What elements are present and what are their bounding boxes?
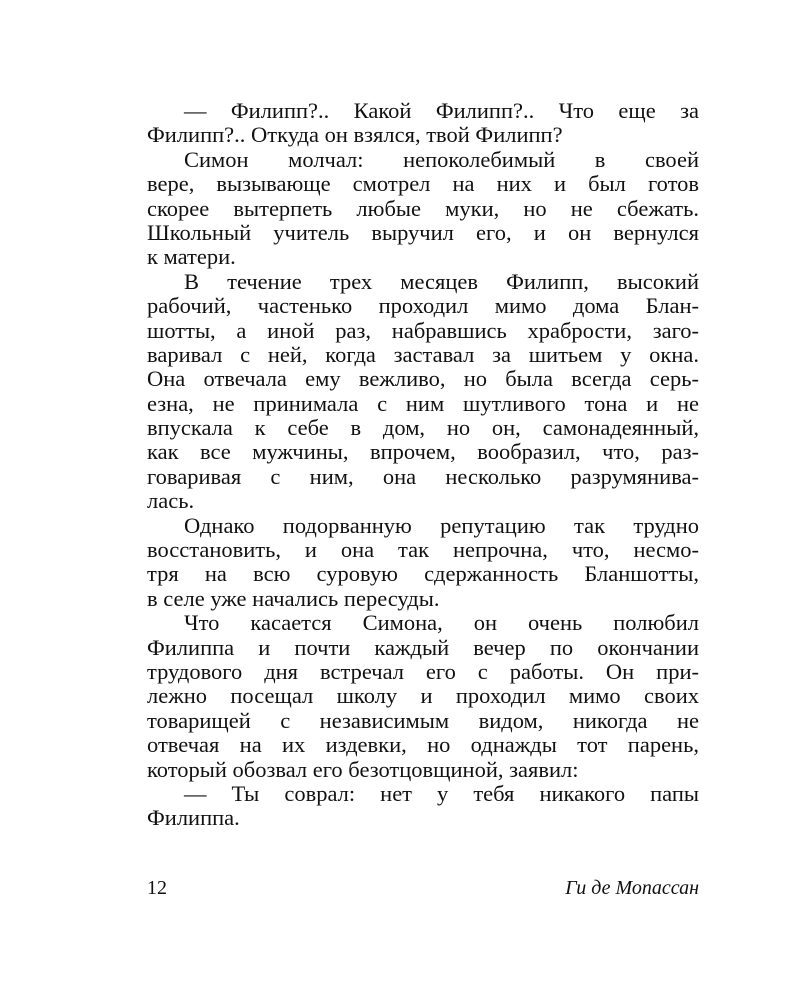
text-line: рабочий, частенько проходил мимо дома Блан- — [147, 293, 699, 319]
text-line: говаривая с ним, она несколько разрумянива- — [147, 463, 699, 489]
text-line: езна, не принимала с ним шутливого тона и не — [147, 390, 699, 416]
text-line: тря на всю суровую сдержанность Бланшотты, — [147, 561, 699, 587]
text-line: к матери. — [147, 244, 236, 270]
text-line: товарищей с независимым видом, никогда не — [147, 707, 699, 733]
text-line: Школьный учитель выручил его, и он вернулся — [147, 219, 699, 245]
text-line: Однако подорванную репутацию так трудно — [184, 512, 699, 538]
text-line: Филипп?.. Откуда он взялся, твой Филипп? — [147, 122, 563, 148]
text-line: шотты, а иной раз, набравшись храбрости, заго- — [147, 317, 699, 343]
running-title: Ги де Мопассан — [565, 877, 699, 899]
text-line: восстановить, и она так непрочна, что, несмо- — [147, 537, 699, 563]
text-line: варивал с ней, когда заставал за шитьем у окна. — [147, 341, 699, 367]
text-line: лежно посещал школу и проходил мимо своих — [147, 683, 699, 709]
text-line: отвечая на их издевки, но однажды тот парень, — [147, 732, 699, 758]
page-number: 12 — [147, 877, 167, 899]
text-line: в селе уже начались пересуды. — [147, 585, 440, 611]
text-line: Она отвечала ему вежливо, но была всегда серь- — [147, 366, 699, 392]
text-line: — Ты соврал: нет у тебя никакого папы — [184, 780, 699, 806]
text-line: В течение трех месяцев Филипп, высокий — [184, 268, 699, 294]
text-line: вере, вызывающе смотрел на них и был готов — [147, 171, 699, 197]
text-line: который обозвал его безотцовщиной, заявил: — [147, 756, 579, 782]
text-line: Филиппа и почти каждый вечер по окончании — [147, 634, 699, 660]
page-footer — [147, 877, 699, 903]
text-line: лась. — [147, 488, 195, 514]
text-line: как все мужчины, впрочем, вообразил, что, раз- — [147, 439, 699, 465]
text-line: Симон молчал: непоколебимый в своей — [184, 146, 699, 172]
text-line: впускала к себе в дом, но он, самонадеянный, — [147, 415, 699, 441]
text-line: — Филипп?.. Какой Филипп?.. Что еще за — [184, 98, 699, 123]
text-line: Что касается Симона, он очень полюбил — [184, 610, 699, 636]
body-text — [147, 99, 699, 831]
text-line: трудового дня встречал его с работы. Он при- — [147, 658, 699, 684]
text-line: Филиппа. — [147, 805, 240, 831]
text-line: скорее вытерпеть любые муки, но не сбежать. — [147, 195, 699, 221]
